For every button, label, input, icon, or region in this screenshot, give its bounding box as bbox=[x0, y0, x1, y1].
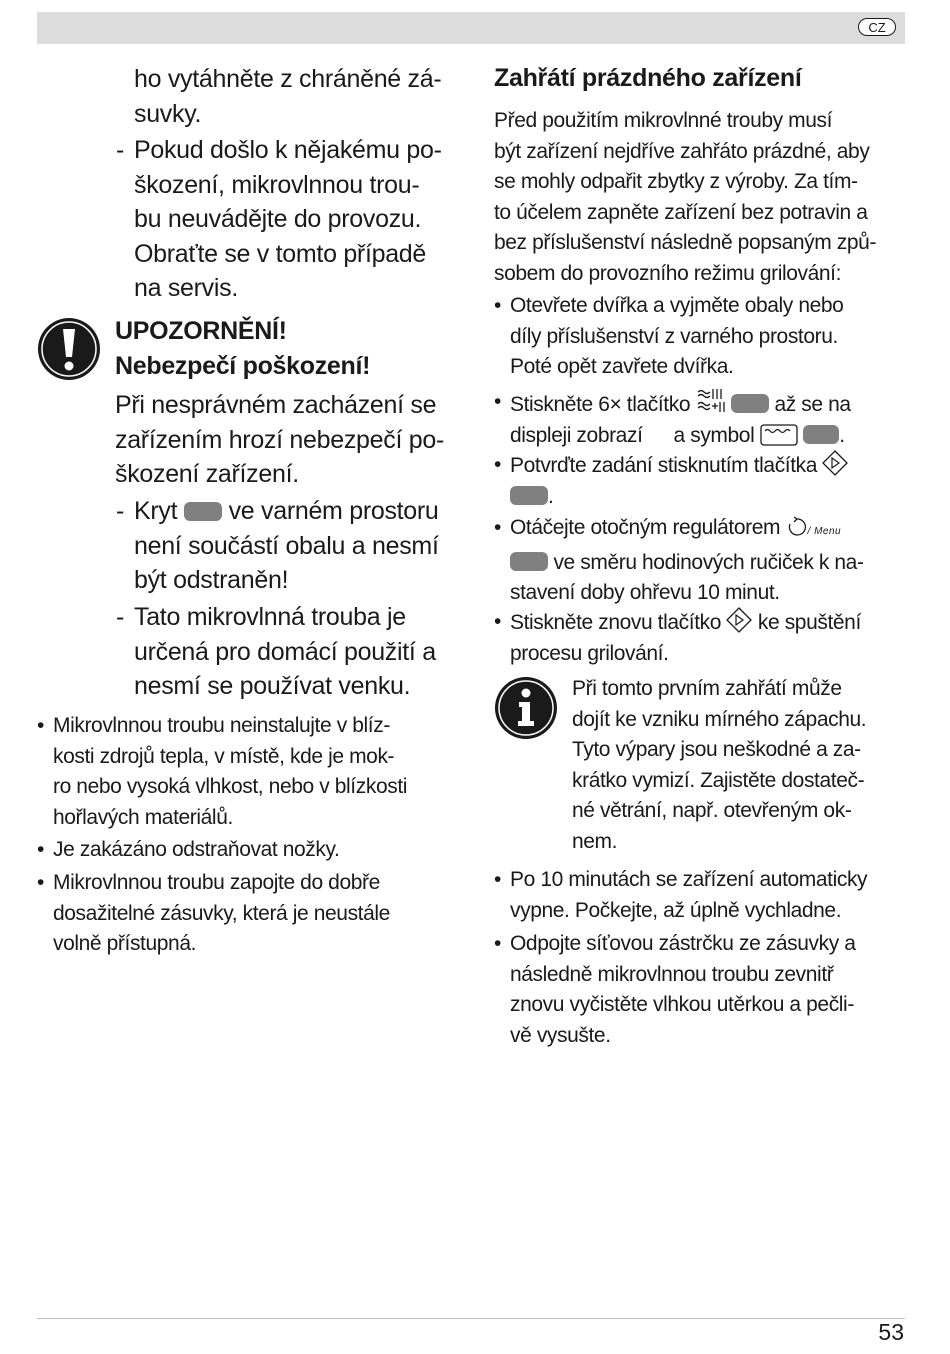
step-open-door: Otevřete dvířka a vyjměte obaly nebo díly příslušenství z varného prostoru. Poté opět zavřete dvířka. bbox=[510, 294, 844, 378]
warning-text: Při nesprávném zacházení se zařízením hrozí nebezpečí po- škození zařízení. bbox=[115, 391, 444, 488]
step-auto-off: Po 10 minutách se zařízení automaticky vypne. Počkejte, až úplně vychladne. bbox=[510, 868, 868, 922]
step-unplug-clean: Odpojte síťovou zástrčku ze zásuvky a následně mikrovlnnou troubu zevnitř znovu vyčistěte vlhkou utěrkou a pečli- vě vysušte. bbox=[510, 932, 856, 1047]
section-heading: Zahřátí prázdného zařízení bbox=[494, 64, 802, 92]
bullet-dot: • bbox=[494, 294, 501, 317]
bullet-dot: • bbox=[494, 932, 501, 955]
start-key bbox=[510, 486, 548, 505]
step-start: Stiskněte znovu tlačítko ke spuštění procesu grilování. bbox=[510, 607, 861, 669]
intro-paragraph: Před použitím mikrovlnné trouby musí být zařízení nejdříve zahřáto prázdné, aby se mohly odpařit zbytky z výroby. Za tím- to účelem zapněte zařízení bez potravin a bez příslušenství následně popsaným způ- sobem do provozního režimu grilování: bbox=[494, 109, 877, 285]
dash-item-household: Tato mikrovlnná trouba je určená pro domácí použití a nesmí se používat venku. bbox=[134, 603, 436, 700]
dash-marker: - bbox=[116, 136, 125, 164]
dash-marker: - bbox=[116, 603, 125, 631]
step-confirm: Potvrďte zadání stisknutím tlačítka . bbox=[510, 450, 848, 512]
info-note: Při tomto prvním zahřátí může dojít ke vzniku mírného zápachu. Tyto výpary jsou neškodné a za- krátko vymizí. Zajistěte dostateč- né větrání, např. otevřeným ok- nem. bbox=[572, 677, 867, 853]
start-button-icon bbox=[726, 607, 752, 633]
dash-item-cover: Kryt ve varném prostoru není součástí obalu a nesmí být odstraněn! bbox=[134, 497, 439, 594]
bullet-dot: • bbox=[37, 714, 44, 737]
start-button-icon bbox=[822, 450, 848, 476]
bullet-heat-sources: Mikrovlnnou troubu neinstalujte v blíz- kosti zdrojů tepla, v místě, kde je mok- ro nebo vysoká vlhkost, nebo v blízkosti hořlavých materiálů. bbox=[53, 714, 408, 829]
page-number: 53 bbox=[878, 1319, 904, 1345]
bullet-socket: Mikrovlnnou troubu zapojte do dobře dosažitelné zásuvky, která je neustále volně přístupná. bbox=[53, 871, 390, 955]
warning-subtitle: Nebezpečí poškození! bbox=[115, 351, 371, 380]
warning-title: UPOZORNĚNÍ! Nebezpečí poškození! bbox=[115, 314, 370, 383]
dash-item-damage: Pokud došlo k nějakému po- škození, mikrovlnnou trou- bu neuvádějte do provozu. Obraťte se v tomto případě na servis. bbox=[134, 136, 442, 302]
header-bar bbox=[37, 12, 905, 44]
rotary-knob-key bbox=[510, 552, 548, 571]
bullet-feet: Je zakázáno odstraňovat nožky. bbox=[53, 838, 340, 861]
info-icon bbox=[494, 676, 558, 740]
bullet-dot: • bbox=[494, 390, 501, 413]
step-rotate: Otáčejte otočným regulátorem / Menu ve směru hodinových ručiček k na- stavení doby ohřevu 10 minut. bbox=[510, 516, 864, 604]
bullet-dot: • bbox=[494, 453, 501, 476]
rotary-knob-icon bbox=[786, 516, 808, 538]
step-press-grill: Stiskněte 6× tlačítko až se na displeji zobrazí a symbol . bbox=[510, 387, 851, 451]
left-continuation: ho vytáhněte z chráněné zá- suvky. bbox=[134, 65, 442, 128]
bullet-dot: • bbox=[494, 868, 501, 891]
bullet-dot: • bbox=[494, 516, 501, 539]
bullet-dot: • bbox=[37, 871, 44, 894]
microwave-grill-icon bbox=[696, 387, 726, 415]
dash-marker: - bbox=[116, 497, 125, 525]
footer-divider bbox=[37, 1318, 905, 1319]
language-badge: CZ bbox=[858, 18, 896, 36]
menu-label: / Menu bbox=[807, 526, 842, 537]
bullet-dot: • bbox=[494, 610, 501, 633]
cover-key-icon bbox=[184, 502, 222, 521]
warning-icon bbox=[37, 317, 101, 381]
grill-button-key bbox=[731, 394, 769, 413]
bullet-dot: • bbox=[37, 838, 44, 861]
grill-symbol-icon bbox=[760, 424, 798, 446]
display-symbol-key bbox=[803, 425, 839, 444]
